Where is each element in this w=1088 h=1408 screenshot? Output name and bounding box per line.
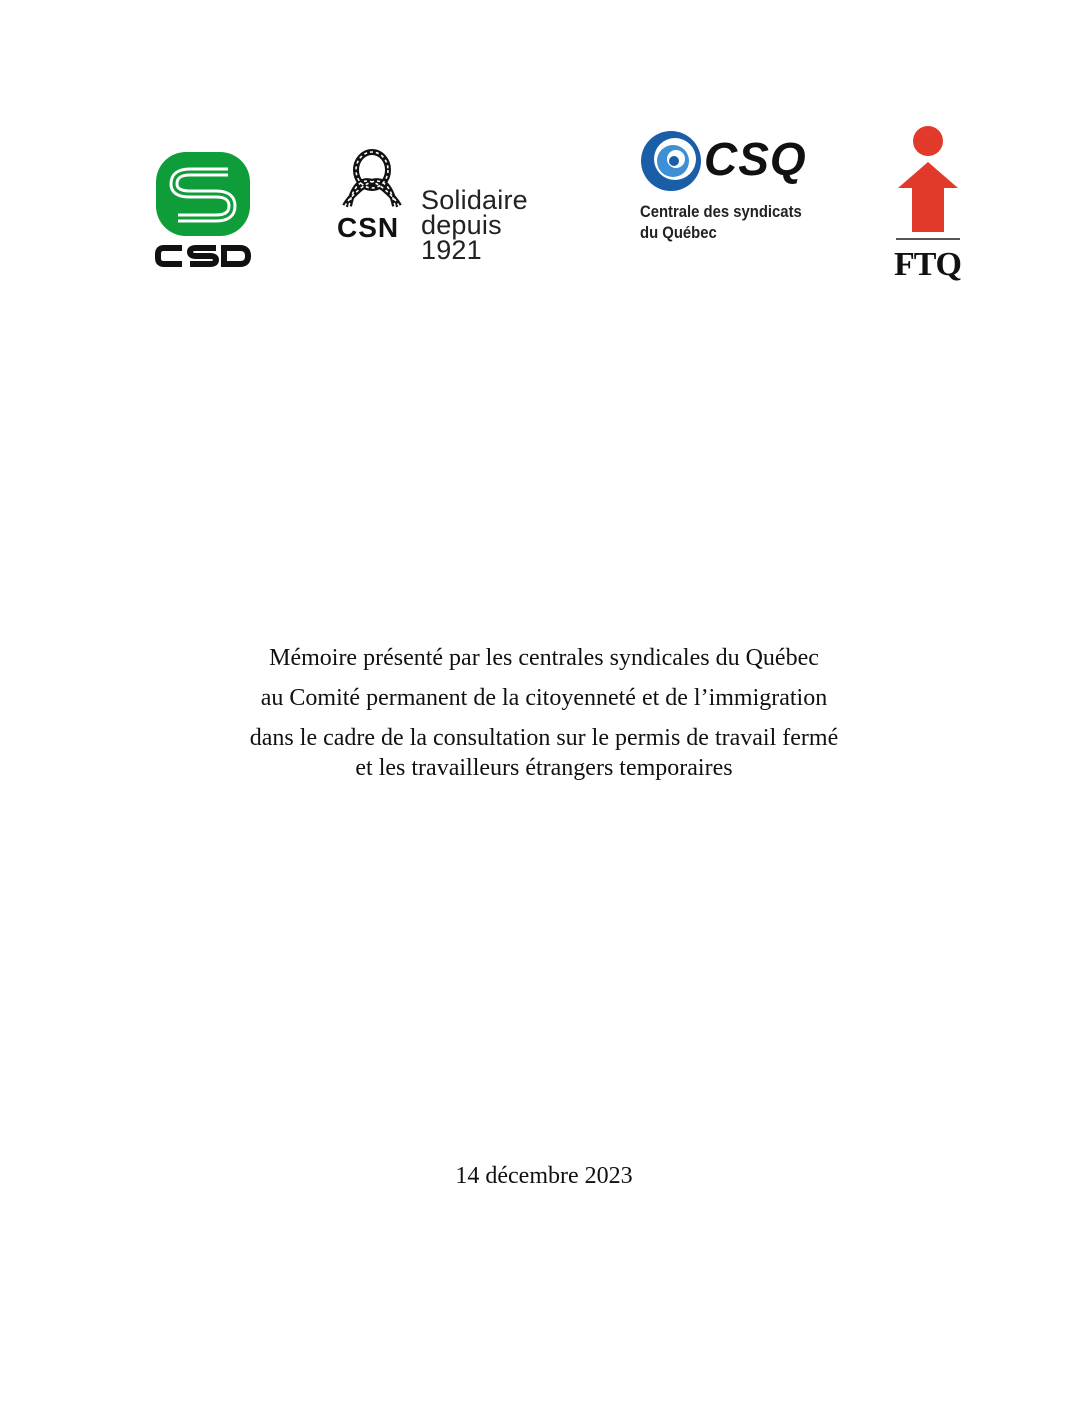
csq-wordmark: CSQ <box>704 133 807 185</box>
csq-logo <box>638 126 823 251</box>
csq-name-line1: Centrale des syndicats <box>640 203 802 221</box>
csd-emblem-icon <box>150 150 256 270</box>
csq-name-line2: du Québec <box>640 224 717 242</box>
csn-slogan <box>421 185 565 265</box>
title-line-3: dans le cadre de la consultation sur le permis de travail fermé <box>249 725 839 751</box>
title-line-4: et les travailleurs étrangers temporaires <box>355 755 733 781</box>
ftq-person-arrow-icon <box>892 124 964 242</box>
csn-logo <box>335 148 565 265</box>
csd-logo <box>150 150 256 270</box>
ftq-wordmark: FTQ <box>894 246 961 283</box>
csn-slogan-line1: Solidaire <box>421 185 528 215</box>
document-date: 14 décembre 2023 <box>455 1163 633 1189</box>
title-line-2: au Comité permanent de la citoyenneté et de l’immigration <box>260 685 828 711</box>
csq-spiral-icon <box>638 128 704 194</box>
title-line-1: Mémoire présenté par les centrales syndicales du Québec <box>269 645 819 671</box>
csq-full-name <box>640 202 802 244</box>
csn-wordmark: CSN <box>337 212 400 243</box>
ftq-logo <box>892 124 964 284</box>
csn-knot-icon <box>337 148 407 212</box>
document-title <box>144 643 944 783</box>
csn-slogan-line2: depuis 1921 <box>421 210 502 265</box>
